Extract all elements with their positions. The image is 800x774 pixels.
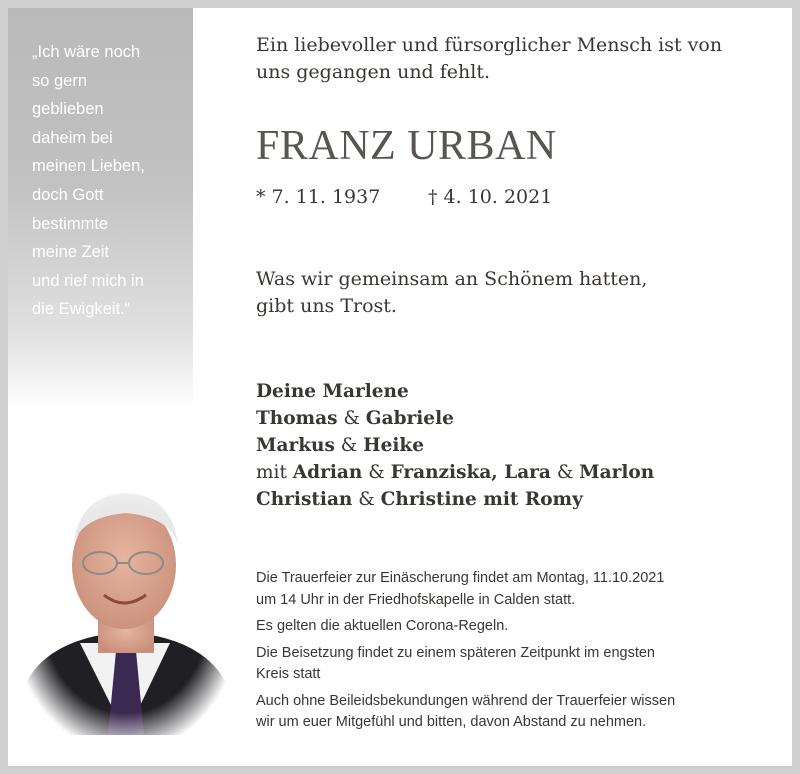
ampersand: &	[340, 435, 358, 456]
family-row	[256, 459, 654, 486]
family-member: Franziska, Lara	[390, 462, 551, 483]
family-member: Christian	[256, 489, 353, 510]
family-member: Thomas	[256, 408, 338, 429]
consolation-line: gibt uns Trost.	[256, 295, 397, 317]
notice-line: Kreis statt	[256, 666, 321, 682]
family-member: Gabriele	[365, 408, 454, 429]
intro-line: uns gegangen und fehlt.	[256, 61, 491, 83]
notice-line: Auch ohne Beileidsbekundungen während der Trauerfeier wissen	[256, 692, 676, 709]
quote-line: meine Zeit	[32, 243, 110, 262]
family-member: Christine mit Romy	[380, 489, 583, 510]
quote-line: „Ich wäre noch	[32, 43, 141, 61]
quote-line: doch Gott	[32, 185, 104, 204]
family-row	[256, 432, 654, 459]
notice-line: um 14 Uhr in der Friedhofskapelle in Calden statt.	[256, 591, 576, 608]
birth-date: * 7. 11. 1937	[256, 186, 381, 208]
deceased-name: FRANZ URBAN	[256, 123, 557, 169]
family-row	[256, 486, 654, 513]
family-row	[256, 378, 654, 405]
notice-line: wir um euer Mitgefühl und bitten, davon Abstand zu nehmen.	[256, 714, 647, 730]
notice-paragraph	[256, 691, 744, 734]
notice-paragraph	[256, 643, 744, 686]
quote-line: bestimmte	[32, 214, 109, 233]
side-panel	[8, 8, 193, 766]
portrait-photo	[20, 473, 232, 735]
consolation-line: Was wir gemeinsam an Schönem hatten,	[256, 268, 648, 290]
notice-line: Die Trauerfeier zur Einäscherung findet am Montag, 11.10.2021	[256, 570, 665, 586]
intro-text	[256, 32, 756, 86]
obituary-card	[8, 8, 792, 766]
quote-line: meinen Lieben,	[32, 157, 145, 176]
family-row	[256, 405, 654, 432]
family-member: Marlon	[579, 462, 655, 483]
notice-line: Es gelten die aktuellen Corona-Regeln.	[256, 618, 509, 634]
ampersand: &	[358, 489, 375, 510]
family-member: Heike	[363, 435, 425, 456]
notice-paragraph	[256, 616, 744, 638]
quote-line: und rief mich in	[32, 271, 144, 290]
family-prefix: mit	[256, 462, 287, 483]
notice-line: Die Beisetzung findet zu einem späteren Zeitpunkt im engsten	[256, 644, 655, 661]
ampersand: &	[368, 462, 385, 483]
death-date: † 4. 10. 2021	[428, 186, 553, 208]
notice-paragraph	[256, 568, 744, 611]
family-member: Adrian	[292, 462, 363, 483]
consolation-text	[256, 266, 647, 320]
funeral-notice	[256, 568, 744, 739]
quote-line: so gern	[32, 71, 88, 90]
family-signatures	[256, 378, 654, 513]
family-member: Deine Marlene	[256, 381, 409, 402]
quote-line: daheim bei	[32, 128, 113, 147]
quote-line: geblieben	[32, 100, 104, 119]
memorial-quote	[32, 38, 192, 324]
ampersand: &	[343, 408, 360, 429]
family-member: Markus	[256, 435, 335, 456]
intro-line: Ein liebevoller und fürsorglicher Mensch ist von	[256, 34, 723, 56]
ampersand: &	[556, 462, 574, 483]
quote-line: die Ewigkeit.“	[32, 300, 131, 319]
